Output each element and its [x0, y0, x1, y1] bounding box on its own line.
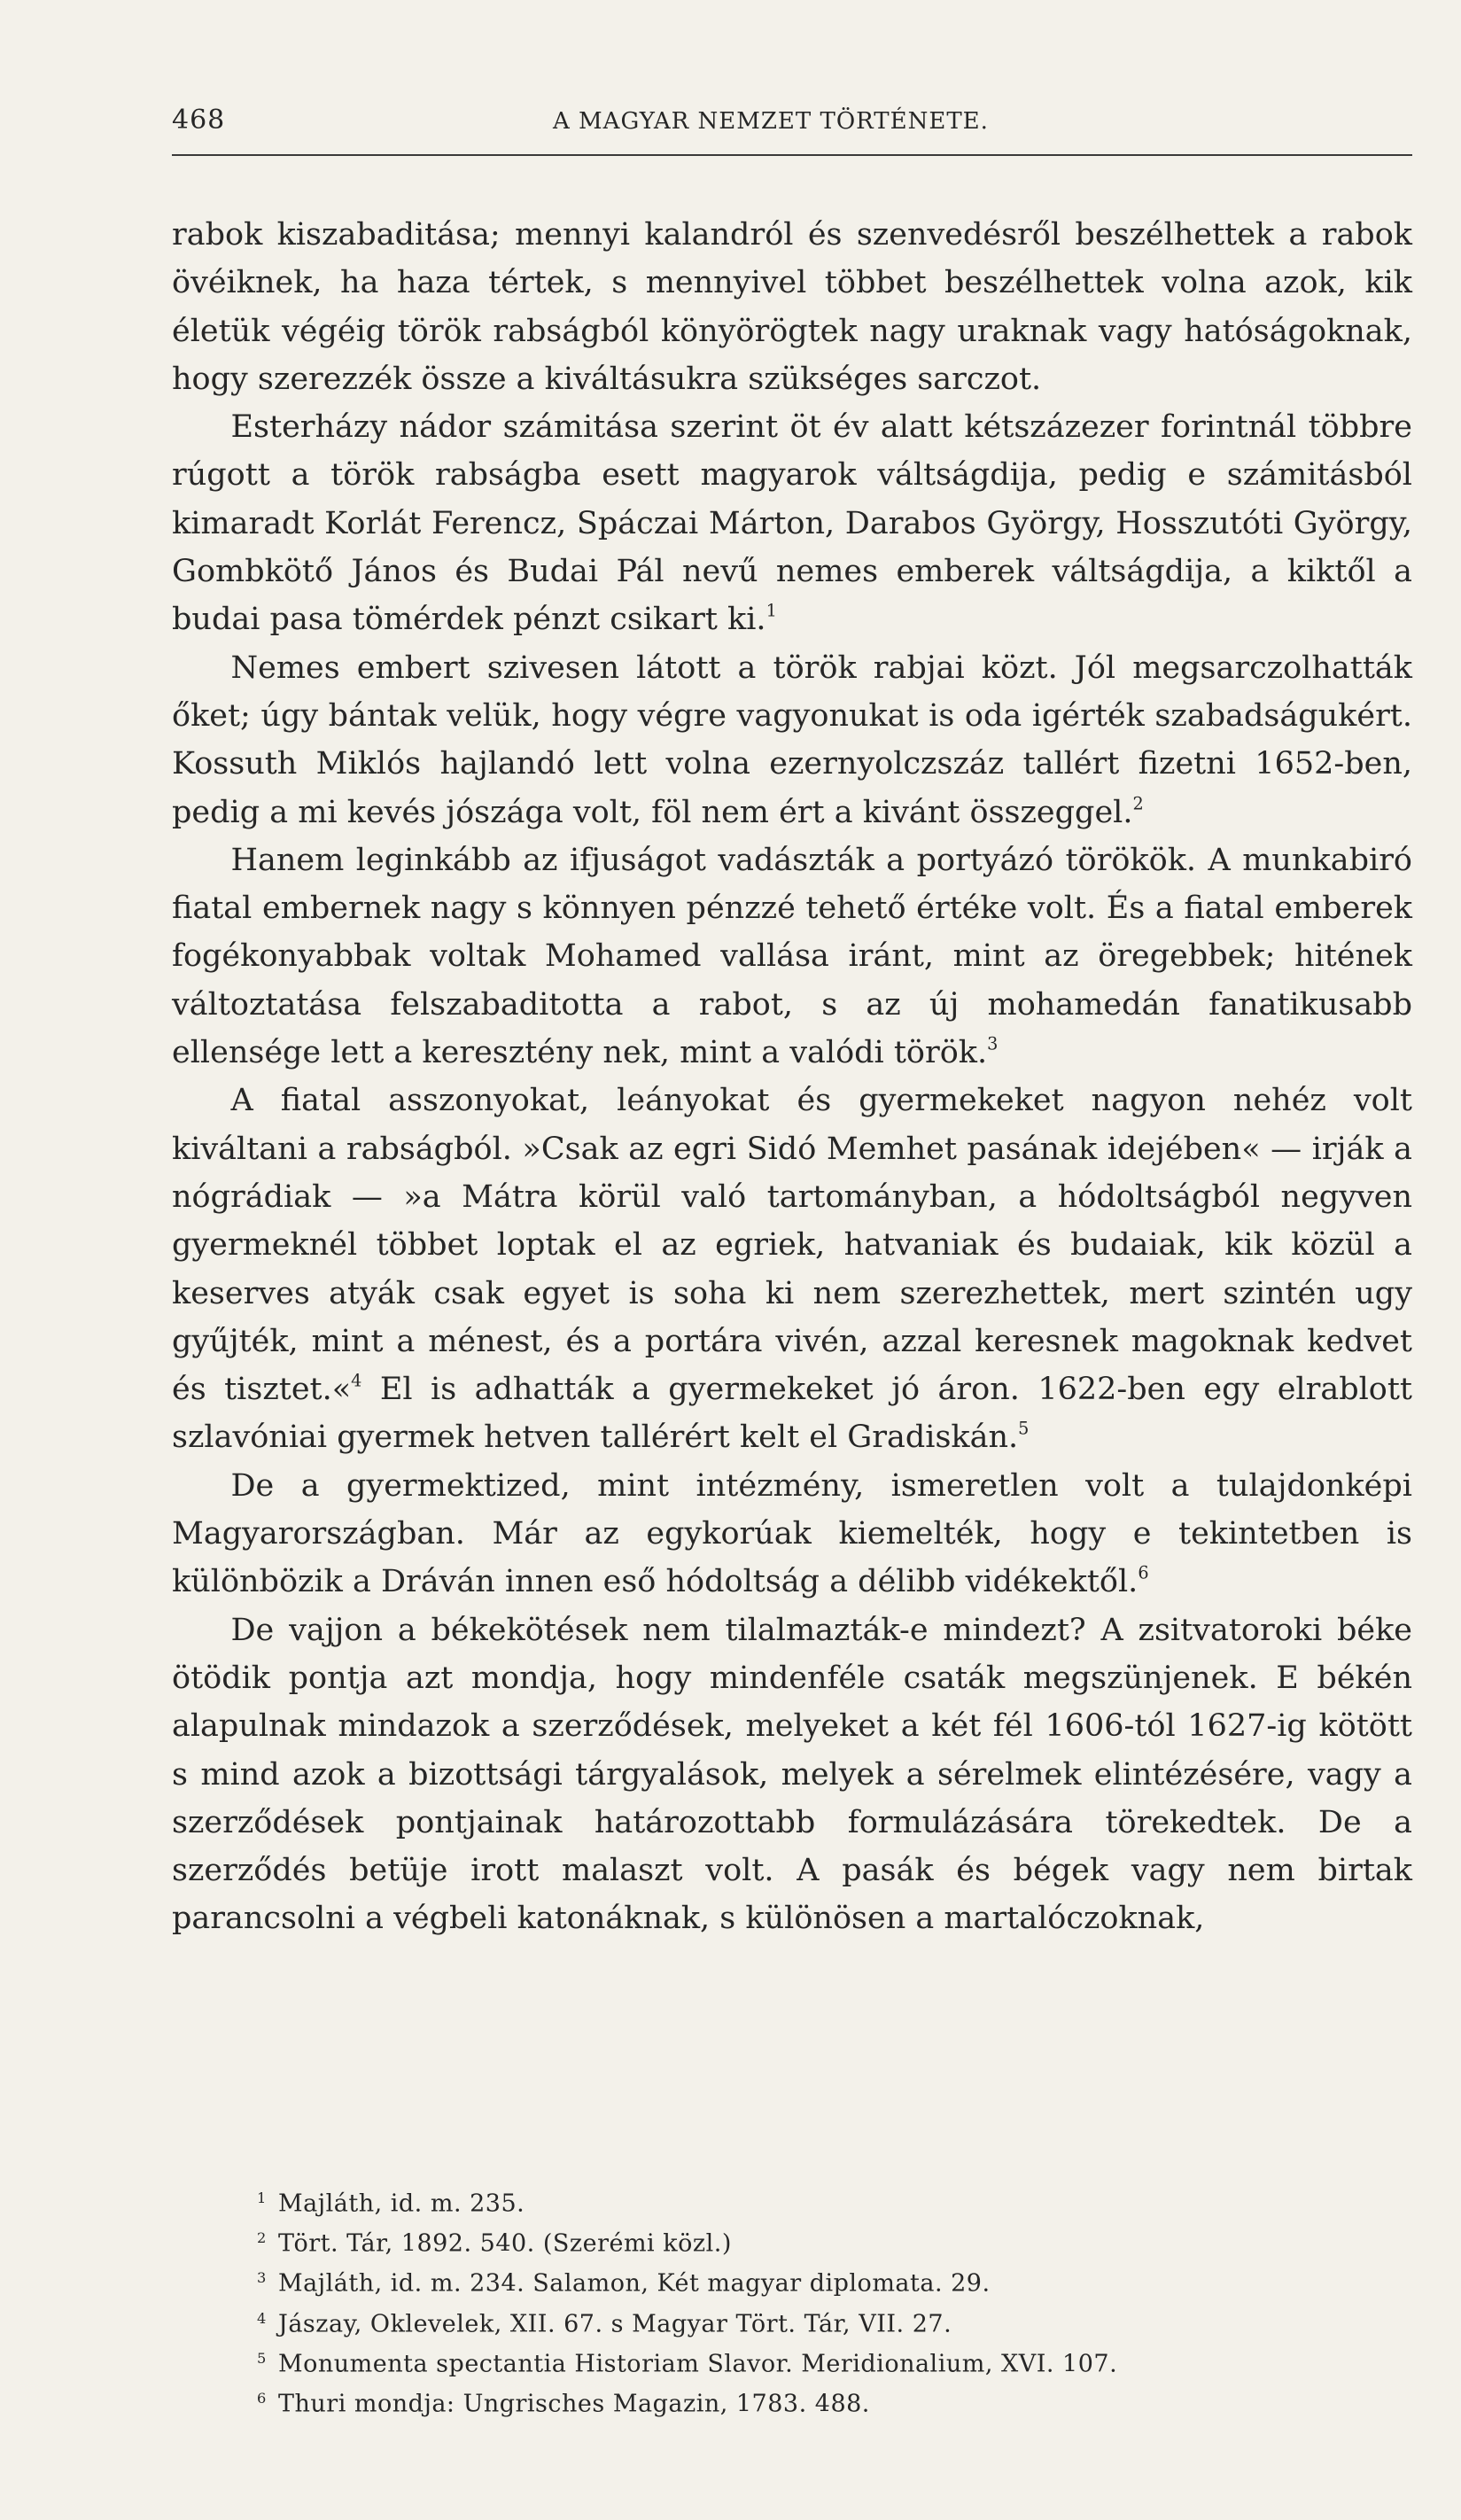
footnote-number: 6: [257, 2390, 267, 2407]
paragraph-text: A fiatal asszonyokat, leányokat és gyermekeket nagyon nehéz volt kiváltani a rabságból. »Csak az egri Sidó Memhet pasának idejében« — irják a nógrádiak — »a Mátra körül való tartományban, a hódoltságból negyven gyermeknél többet loptak el az egriek, hatvaniak és budaiak, kik közül a keserves atyák csak egyet is soha ki nem szerezhettek, mert szintén ugy gyűjték, mint a ménest, és a portára vivén, azzal keresnek magoknak kedvet és tisztet.«: [172, 1083, 1412, 1408]
paragraph: [172, 403, 1412, 643]
paragraph-text: De vajjon a békekötések nem tilalmazták-e mindezt? A zsitvatoroki béke ötödik pontja azt mondja, hogy mindenféle csaták megszünjenek. E békén alapulnak mindazok a szerződések, melyeket a két fél 1606-tól 1627-ig kötött s mind azok a bizottsági tárgyalások, melyek a sérelmek elintézésére, vagy a szerződések pontjainak határozottabb formulázására törekedtek. De a szerződés betüje irott malaszt volt. A pasák és bégek vagy nem birtak parancsolni a végbeli katonáknak, s különösen a martalóczoknak,: [172, 1612, 1412, 1937]
paragraph: [172, 836, 1412, 1077]
footnote-ref: 3: [987, 1033, 999, 1054]
footnote-number: 5: [257, 2349, 267, 2367]
page-header: [172, 105, 1412, 151]
footnote-text: Majláth, id. m. 234. Salamon, Két magyar diplomata. 29.: [278, 2270, 991, 2298]
paragraph-text: Hanem leginkább az ifjuságot vadászták a portyázó törökök. A munkabiró fiatal embernek nagy s könnyen pénzzé tehető értéke volt. És a fiatal emberek fogékonyabbak voltak Mohamed vallása iránt, mint az öregebbek; hitének változtatása felszabaditotta a rabot, s az új mohamedán fanatikusabb ellensége lett a keresztény nek, mint a valódi török.: [172, 842, 1412, 1071]
footnote-text: Majláth, id. m. 235.: [278, 2189, 525, 2218]
footnote-ref: 4: [351, 1370, 362, 1391]
header-rule: [172, 154, 1412, 156]
footnote-number: 2: [257, 2229, 267, 2247]
footnote-ref: 5: [1018, 1418, 1030, 1439]
footnote: [257, 2221, 1409, 2261]
paragraph: [172, 1077, 1412, 1461]
footnotes: [257, 2182, 1409, 2422]
footnote-text: Jászay, Oklevelek, XII. 67. s Magyar Tört. Tár, VII. 27.: [278, 2310, 952, 2338]
paragraph-text: Nemes embert szivesen látott a török rabjai közt. Jól megsarczolhatták őket; úgy bántak velük, hogy végre vagyonukat is oda igérték szabadságukért. Kossuth Miklós hajlandó lett volna ezernyolczszáz tallért fizetni 1652-ben, pedig a mi kevés jószága volt, föl nem ért a kivánt összeggel.: [172, 649, 1412, 830]
footnote-text: Tört. Tár, 1892. 540. (Szerémi közl.): [278, 2229, 732, 2258]
footnote-ref: 2: [1132, 793, 1144, 814]
paragraph-text: De a gyermektized, mint intézmény, ismeretlen volt a tulajdonképi Magyarországban. Már az egykorúak kiemelték, hogy e tekintetben is különbözik a Dráván innen eső hódoltság a délibb vidékektől.: [172, 1467, 1412, 1600]
body-text: [172, 211, 1412, 1943]
footnote-number: 3: [257, 2269, 267, 2287]
paragraph: [172, 644, 1412, 836]
footnote: [257, 2302, 1409, 2342]
footnote-text: Thuri mondja: Ungrisches Magazin, 1783. 488.: [278, 2390, 870, 2418]
footnote-ref: 1: [765, 600, 777, 621]
paragraph: [172, 1606, 1412, 1943]
footnote: [257, 2342, 1409, 2382]
footnote: [257, 2261, 1409, 2301]
footnote-number: 4: [257, 2309, 267, 2327]
running-title: A MAGYAR NEMZET TÖRTÉNETE.: [553, 108, 989, 135]
page-number: 468: [172, 105, 226, 136]
footnote-number: 1: [257, 2189, 267, 2206]
paragraph-text: rabok kiszabaditása; mennyi kalandról és szenvedésről beszélhettek a rabok övéiknek, ha haza tértek, s mennyivel többet beszélhettek volna azok, kik életük végéig török rabságból könyörögtek nagy uraknak vagy hatóságoknak, hogy szerezzék össze a kiváltásukra szükséges sarczot.: [172, 217, 1412, 397]
footnote: [257, 2182, 1409, 2221]
footnote-ref: 6: [1138, 1562, 1149, 1583]
paragraph: [172, 211, 1412, 403]
footnote: [257, 2382, 1409, 2422]
paragraph-text: El is adhatták a gyermekeket jó áron. 1622-ben egy elrablott szlavóniai gyermek hetven tallérért kelt el Gradiskán.: [172, 1372, 1412, 1456]
paragraph-text: Esterházy nádor számitása szerint öt év alatt kétszázezer forintnál többre rúgott a török rabságba esett magyarok váltságdija, pedig e számitásból kimaradt Korlát Ferencz, Spáczai Márton, Darabos György, Hosszutóti György, Gombkötő János és Budai Pál nevű nemes emberek váltságdija, a kiktől a budai pasa tömérdek pénzt csikart ki.: [172, 409, 1412, 638]
footnote-text: Monumenta spectantia Historiam Slavor. Meridionalium, XVI. 107.: [278, 2350, 1118, 2378]
paragraph: [172, 1462, 1412, 1606]
